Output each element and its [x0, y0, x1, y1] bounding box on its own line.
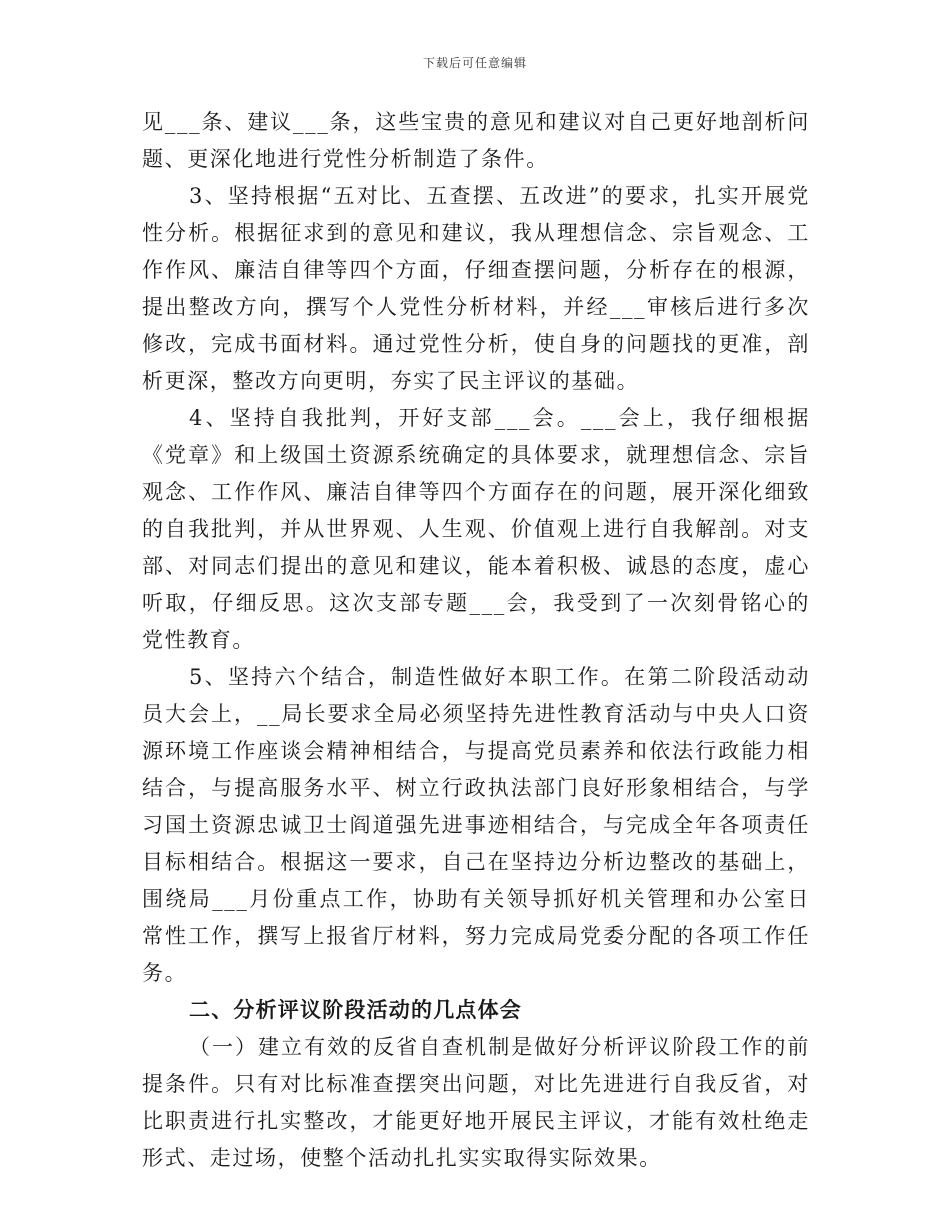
paragraph-sub-1: （一）建立有效的反省自查机制是做好分析评议阶段工作的前提条件。只有对比标准查摆突出问题，对比先进进行自我反省，对比职责进行扎实整改，才能更好地开展民主评议，才能有效杜绝走形式、走过场，使整个活动扎扎实实取得实际效果。: [142, 1035, 810, 1170]
paragraph-item-4: 4、坚持自我批判，开好支部___会。___会上，我仔细根据《党章》和上级国土资源系统确定的具体要求，就理想信念、宗旨观念、工作作风、廉洁自律等四个方面存在的问题，展开深化细致的自我批判，并从世界观、人生观、价值观上进行自我解剖。对支部、对同志们提出的意见和建议，能本着积极、诚恳的态度，虚心听取，仔细反思。这次支部专题___会，我受到了一次刻骨铭心的党性教育。: [142, 406, 810, 652]
paragraph-item-3: 3、坚持根据“五对比、五查摆、五改进”的要求，扎实开展党性分析。根据征求到的意见和建议，我从理想信念、宗旨观念、工作作风、廉洁自律等四个方面，仔细查摆问题，分析存在的根源，提出整改方向，撰写个人党性分析材料，并经___审核后进行多次修改，完成书面材料。通过党性分析，使自身的问题找的更准，剖析更深，整改方向更明，夯实了民主评议的基础。: [142, 184, 810, 393]
header-note: 下载后可任意编辑: [422, 56, 527, 70]
paragraph-item-5: 5、坚持六个结合，制造性做好本职工作。在第二阶段活动动员大会上，__局长要求全局必须坚持先进性教育活动与中央人口资源环境工作座谈会精神相结合，与提高党员素养和依法行政能力相结合，与提高服务水平、树立行政执法部门良好形象相结合，与学习国土资源忠诚卫士阎道强先进事迹相结合，与完成全年各项责任目标相结合。根据这一要求，自己在坚持边分析边整改的基础上，围绕局___月份重点工作，协助有关领导抓好机关管理和办公室日常性工作，撰写上报省厅材料，努力完成局党委分配的各项工作任务。: [142, 665, 810, 985]
document-body: [142, 104, 810, 1177]
paragraph-continuation: 见___条、建议___条，这些宝贵的意见和建议对自己更好地剖析问题、更深化地进行党性分析制造了条件。: [142, 110, 810, 171]
section-heading: 二、分析评议阶段活动的几点体会: [189, 998, 522, 1022]
